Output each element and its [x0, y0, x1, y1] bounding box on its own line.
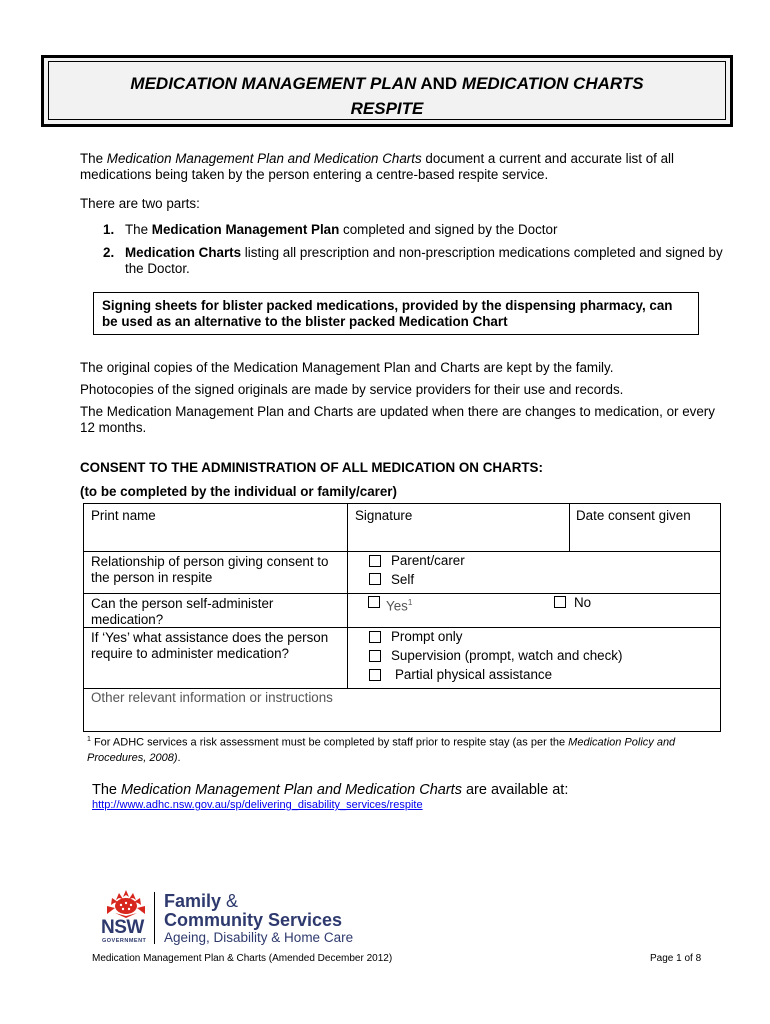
self-checkbox[interactable]	[369, 573, 381, 585]
availability-text	[92, 782, 568, 798]
footnote-mark: 1	[87, 736, 91, 743]
partial-assistance-label: Partial physical assistance	[395, 667, 553, 682]
ageing-disability-wordmark: Ageing, Disability & Home Care	[164, 930, 354, 945]
footer-page-number: Page 1 of 8	[650, 953, 702, 964]
yes-label	[386, 595, 412, 614]
title-and: AND	[416, 74, 462, 93]
partial-assistance-checkbox[interactable]	[369, 669, 381, 681]
parent-carer-checkbox[interactable]	[369, 555, 381, 567]
date-consent-label: Date consent given	[576, 508, 691, 523]
no-checkbox[interactable]	[554, 596, 566, 608]
page-title	[49, 74, 725, 94]
consent-form	[83, 503, 721, 732]
page-subtitle: RESPITE	[350, 99, 424, 118]
consent-heading: CONSENT TO THE ADMINISTRATION OF ALL MEDICATION ON CHARTS:	[80, 460, 543, 475]
list-number: 1.	[103, 222, 115, 237]
list-bold: Medication Charts	[125, 245, 242, 260]
fcs-logo	[101, 888, 401, 950]
availability-the: The	[92, 782, 122, 798]
list-post: completed and signed by the Doctor	[339, 222, 558, 237]
form-divider	[83, 593, 721, 594]
title-part-1: MEDICATION MANAGEMENT PLAN	[130, 74, 417, 93]
government-wordmark: GOVERNMENT	[102, 938, 147, 944]
intro-rest: document a current and accurate list of all medications being taken by the person entering a centre-based respite service.	[80, 151, 674, 182]
form-divider	[347, 503, 348, 688]
form-divider	[83, 688, 721, 689]
parts-heading: There are two parts:	[80, 196, 200, 211]
relationship-label: Relationship of person giving consent to the person in respite	[91, 554, 329, 585]
photocopies-paragraph: Photocopies of the signed originals are made by service providers for their use and records.	[80, 382, 624, 397]
assistance-label: If ‘Yes’ what assistance does the person require to administer medication?	[91, 630, 329, 661]
supervision-checkbox[interactable]	[369, 650, 381, 662]
form-border	[83, 503, 84, 732]
family-wordmark	[164, 891, 238, 912]
print-name-label: Print name	[91, 508, 156, 523]
footnote	[87, 732, 722, 766]
list-number: 2.	[103, 245, 115, 260]
other-info-label: Other relevant information or instructions	[91, 690, 333, 705]
title-part-2: MEDICATION CHARTS	[461, 74, 644, 93]
supervision-label: Supervision (prompt, watch and check)	[391, 648, 623, 663]
list-bold: Medication Management Plan	[151, 222, 340, 237]
self-admin-label: Can the person self-administer medication?	[91, 596, 274, 627]
yes-checkbox[interactable]	[368, 596, 380, 608]
title-box-inner	[48, 61, 726, 120]
footer-doc-title: Medication Management Plan & Charts (Amended December 2012)	[92, 953, 393, 964]
updated-paragraph: The Medication Management Plan and Charts are updated when there are changes to medication, or every 12 months.	[80, 404, 715, 435]
yes-text: Yes	[386, 598, 408, 614]
respite-link[interactable]: http://www.adhc.nsw.gov.au/sp/delivering_disability_services/respite	[92, 799, 423, 811]
list-item	[103, 222, 557, 238]
availability-rest: are available at:	[461, 782, 569, 798]
no-label: No	[574, 595, 592, 610]
intro-doc-name: Medication Management Plan and Medication Charts	[106, 151, 422, 166]
prompt-only-label: Prompt only	[391, 629, 463, 644]
list-pre: The	[125, 222, 152, 237]
nsw-wordmark: NSW	[101, 917, 144, 938]
list-item	[103, 245, 735, 277]
self-label: Self	[391, 572, 415, 587]
footnote-text: For ADHC services a risk assessment must be completed by staff prior to respite stay (as per the	[90, 736, 569, 749]
footnote-italic: Medication Policy and Procedures, 2008)	[87, 736, 676, 764]
title-box	[41, 55, 733, 127]
form-divider	[83, 551, 721, 552]
logo-divider	[154, 892, 155, 944]
community-services-wordmark: Community Services	[164, 910, 343, 930]
yes-footnote-mark: 1	[407, 598, 413, 607]
parent-carer-label: Parent/carer	[391, 553, 465, 568]
family-amp: &	[221, 891, 239, 911]
signature-label: Signature	[355, 508, 413, 523]
intro-paragraph	[80, 151, 730, 183]
originals-paragraph: The original copies of the Medication Management Plan and Charts are kept by the family.	[80, 360, 614, 375]
availability-doc-name: Medication Management Plan and Medication Charts	[121, 782, 462, 798]
list-post: listing all prescription and non-prescription medications completed and signed by the Doctor.	[125, 245, 723, 276]
form-divider	[569, 503, 570, 551]
prompt-only-checkbox[interactable]	[369, 631, 381, 643]
family-text: Family	[164, 891, 222, 911]
form-border	[720, 503, 721, 732]
intro-the: The	[80, 151, 107, 166]
footnote-end: .	[177, 751, 181, 764]
blister-notice-box: Signing sheets for blister packed medications, provided by the dispensing pharmacy, can be used as an alternative to the blister packed Medication Chart	[93, 292, 699, 335]
form-border	[83, 503, 721, 504]
waratah-icon	[101, 888, 151, 920]
consent-subheading: (to be completed by the individual or family/carer)	[80, 484, 397, 499]
